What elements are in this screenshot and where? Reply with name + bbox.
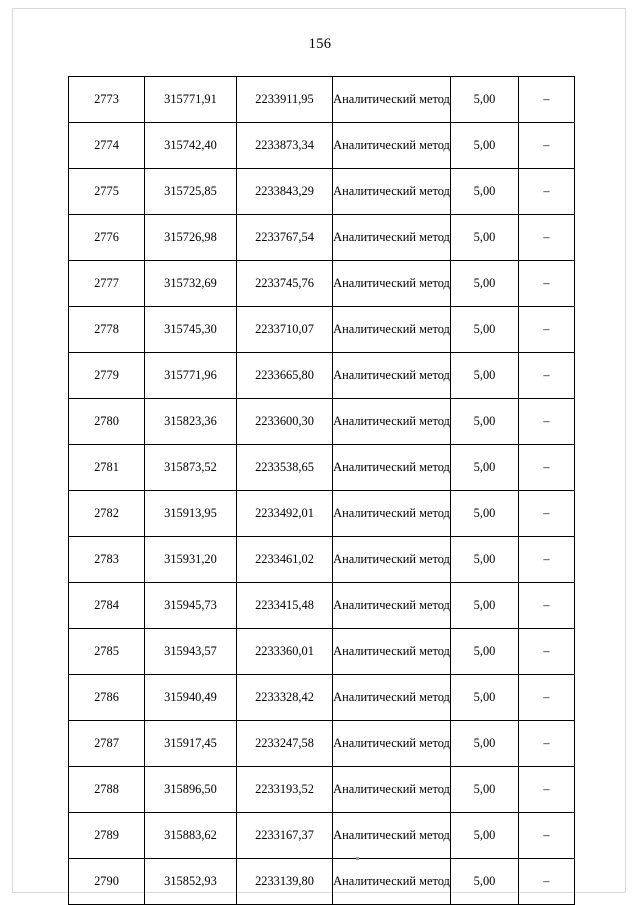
cell-coord-x: 315883,62 — [145, 813, 237, 859]
cell-coord-x: 315896,50 — [145, 767, 237, 813]
table-row — [69, 399, 575, 445]
cell-point-number: 2783 — [69, 537, 145, 583]
coordinates-table-container — [68, 76, 574, 905]
cell-point-number: 2779 — [69, 353, 145, 399]
table-row — [69, 721, 575, 767]
cell-coord-x: 315943,57 — [145, 629, 237, 675]
cell-note: – — [519, 445, 575, 491]
cell-accuracy: 5,00 — [451, 399, 519, 445]
cell-coord-y: 2233193,52 — [237, 767, 333, 813]
cell-method: Аналитический метод — [333, 767, 451, 813]
cell-note: – — [519, 123, 575, 169]
cell-method: Аналитический метод — [333, 675, 451, 721]
table-row — [69, 77, 575, 123]
cell-point-number: 2785 — [69, 629, 145, 675]
cell-coord-y: 2233328,42 — [237, 675, 333, 721]
cell-coord-x: 315726,98 — [145, 215, 237, 261]
page-number: 156 — [308, 36, 332, 52]
cell-point-number: 2777 — [69, 261, 145, 307]
cell-method: Аналитический метод — [333, 307, 451, 353]
cell-accuracy: 5,00 — [451, 813, 519, 859]
cell-point-number: 2784 — [69, 583, 145, 629]
table-row — [69, 169, 575, 215]
table-row — [69, 675, 575, 721]
cell-method: Аналитический метод — [333, 353, 451, 399]
cell-method: Аналитический метод — [333, 77, 451, 123]
cell-note: – — [519, 215, 575, 261]
cell-method: Аналитический метод — [333, 813, 451, 859]
cell-point-number: 2788 — [69, 767, 145, 813]
table-row — [69, 491, 575, 537]
cell-accuracy: 5,00 — [451, 583, 519, 629]
cell-accuracy: 5,00 — [451, 629, 519, 675]
cell-coord-x: 315732,69 — [145, 261, 237, 307]
cell-coord-y: 2233360,01 — [237, 629, 333, 675]
cell-coord-x: 315852,93 — [145, 859, 237, 905]
cell-coord-x: 315945,73 — [145, 583, 237, 629]
cell-coord-x: 315913,95 — [145, 491, 237, 537]
table-row — [69, 537, 575, 583]
cell-point-number: 2773 — [69, 77, 145, 123]
cell-point-number: 2786 — [69, 675, 145, 721]
table-row — [69, 307, 575, 353]
cell-coord-x: 315931,20 — [145, 537, 237, 583]
cell-coord-y: 2233873,34 — [237, 123, 333, 169]
cell-method: Аналитический метод — [333, 399, 451, 445]
cell-point-number: 2774 — [69, 123, 145, 169]
cell-note: – — [519, 537, 575, 583]
cell-coord-x: 315823,36 — [145, 399, 237, 445]
cell-coord-y: 2233843,29 — [237, 169, 333, 215]
cell-point-number: 2789 — [69, 813, 145, 859]
cell-accuracy: 5,00 — [451, 77, 519, 123]
cell-coord-y: 2233745,76 — [237, 261, 333, 307]
cell-note: – — [519, 491, 575, 537]
table-row — [69, 215, 575, 261]
cell-method: Аналитический метод — [333, 261, 451, 307]
cell-note: – — [519, 583, 575, 629]
table-row — [69, 767, 575, 813]
table-row — [69, 261, 575, 307]
cell-note: – — [519, 721, 575, 767]
cell-method: Аналитический метод — [333, 169, 451, 215]
cell-point-number: 2781 — [69, 445, 145, 491]
table-row — [69, 353, 575, 399]
table-row — [69, 123, 575, 169]
cell-note: – — [519, 675, 575, 721]
cell-point-number: 2778 — [69, 307, 145, 353]
table-row — [69, 859, 575, 905]
cell-method: Аналитический метод — [333, 491, 451, 537]
cell-accuracy: 5,00 — [451, 215, 519, 261]
cell-point-number: 2787 — [69, 721, 145, 767]
coordinates-table — [68, 76, 575, 905]
cell-coord-x: 315940,49 — [145, 675, 237, 721]
cell-accuracy: 5,00 — [451, 307, 519, 353]
cell-note: – — [519, 307, 575, 353]
cell-method: Аналитический метод — [333, 445, 451, 491]
cell-accuracy: 5,00 — [451, 675, 519, 721]
cell-accuracy: 5,00 — [451, 491, 519, 537]
cell-point-number: 2790 — [69, 859, 145, 905]
cell-coord-y: 2233665,80 — [237, 353, 333, 399]
cell-coord-y: 2233538,65 — [237, 445, 333, 491]
cell-note: – — [519, 169, 575, 215]
cell-note: – — [519, 77, 575, 123]
cell-method: Аналитический метод — [333, 537, 451, 583]
table-row — [69, 445, 575, 491]
cell-note: – — [519, 353, 575, 399]
cell-accuracy: 5,00 — [451, 169, 519, 215]
cell-point-number: 2782 — [69, 491, 145, 537]
cell-coord-y: 2233710,07 — [237, 307, 333, 353]
cell-method: Аналитический метод — [333, 583, 451, 629]
cell-coord-y: 2233247,58 — [237, 721, 333, 767]
cell-note: – — [519, 813, 575, 859]
cell-coord-y: 2233167,37 — [237, 813, 333, 859]
cell-coord-y: 2233139,80 — [237, 859, 333, 905]
cell-point-number: 2775 — [69, 169, 145, 215]
cell-note: – — [519, 261, 575, 307]
cell-accuracy: 5,00 — [451, 537, 519, 583]
cell-method: Аналитический метод — [333, 721, 451, 767]
cell-coord-y: 2233492,01 — [237, 491, 333, 537]
cell-method: Аналитический метод — [333, 629, 451, 675]
cell-coord-x: 315742,40 — [145, 123, 237, 169]
cell-coord-x: 315725,85 — [145, 169, 237, 215]
cell-accuracy: 5,00 — [451, 353, 519, 399]
cell-note: – — [519, 767, 575, 813]
cell-coord-y: 2233415,48 — [237, 583, 333, 629]
cell-coord-y: 2233600,30 — [237, 399, 333, 445]
cell-accuracy: 5,00 — [451, 859, 519, 905]
table-body — [69, 77, 575, 905]
scan-artifact — [356, 857, 359, 860]
cell-method: Аналитический метод — [333, 859, 451, 905]
cell-point-number: 2780 — [69, 399, 145, 445]
cell-coord-x: 315771,96 — [145, 353, 237, 399]
cell-note: – — [519, 859, 575, 905]
cell-coord-x: 315745,30 — [145, 307, 237, 353]
cell-accuracy: 5,00 — [451, 261, 519, 307]
cell-accuracy: 5,00 — [451, 123, 519, 169]
cell-coord-x: 315917,45 — [145, 721, 237, 767]
table-row — [69, 629, 575, 675]
cell-point-number: 2776 — [69, 215, 145, 261]
table-row — [69, 583, 575, 629]
cell-coord-y: 2233767,54 — [237, 215, 333, 261]
table-row — [69, 813, 575, 859]
cell-coord-x: 315873,52 — [145, 445, 237, 491]
cell-note: – — [519, 399, 575, 445]
cell-accuracy: 5,00 — [451, 767, 519, 813]
cell-accuracy: 5,00 — [451, 445, 519, 491]
cell-method: Аналитический метод — [333, 123, 451, 169]
cell-coord-y: 2233461,02 — [237, 537, 333, 583]
cell-note: – — [519, 629, 575, 675]
cell-accuracy: 5,00 — [451, 721, 519, 767]
cell-coord-y: 2233911,95 — [237, 77, 333, 123]
cell-method: Аналитический метод — [333, 215, 451, 261]
cell-coord-x: 315771,91 — [145, 77, 237, 123]
